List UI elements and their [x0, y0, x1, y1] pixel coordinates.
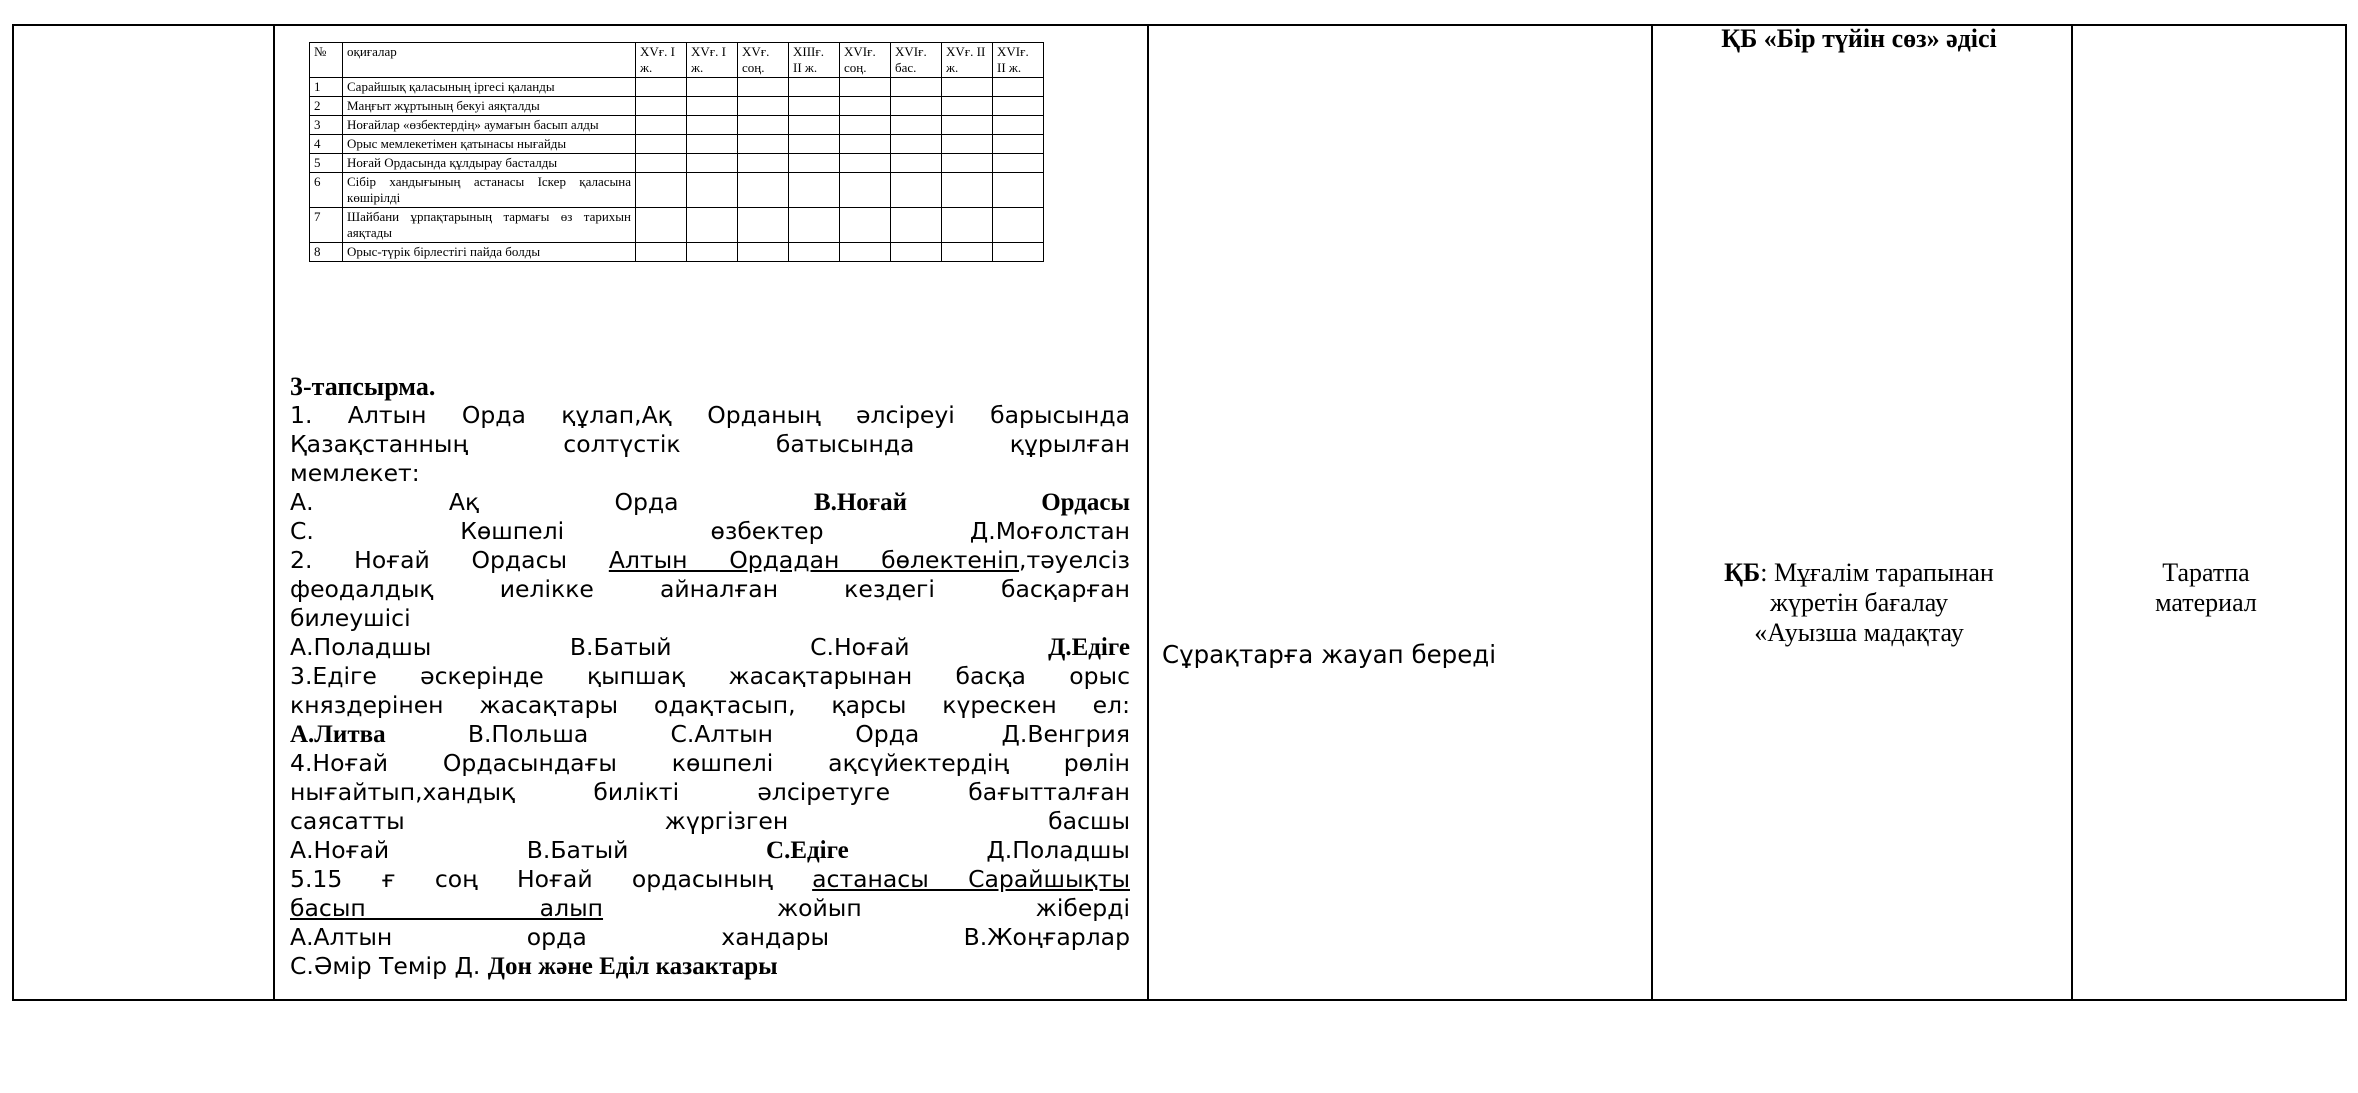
question-2-line	[290, 546, 1130, 575]
table-row	[310, 97, 1044, 116]
question-2-text: ,тәуелсіз	[1019, 546, 1130, 574]
answer-cell	[993, 97, 1044, 116]
answer-cell	[993, 243, 1044, 262]
option-a-correct: А.Литва	[290, 721, 386, 748]
question-1-options	[290, 517, 1130, 546]
answer-cell	[789, 154, 840, 173]
question-4-options	[290, 836, 1130, 865]
answer-cell	[738, 97, 789, 116]
header-period: XVғ. соң.	[738, 43, 789, 78]
option-b: В.Батый	[526, 836, 629, 864]
task-heading: 3-тапсырма.	[290, 372, 436, 401]
table-row	[310, 243, 1044, 262]
header-period: XVғ. I ж.	[636, 43, 687, 78]
answer-cell	[993, 135, 1044, 154]
assessment-line	[1650, 558, 2068, 588]
row-event: Сарайшық қаласының іргесі қаланды	[343, 78, 636, 97]
events-table-header	[310, 43, 1044, 78]
assessment-description	[1650, 558, 2068, 648]
answer-cell	[942, 116, 993, 135]
table-row	[310, 208, 1044, 243]
question-5-underlined: астанасы Сарайшықты	[812, 865, 1130, 893]
row-number: 4	[310, 135, 343, 154]
resource-text	[2070, 558, 2342, 618]
answer-cell	[687, 97, 738, 116]
answer-cell	[891, 173, 942, 208]
answer-cell	[738, 116, 789, 135]
table-row	[310, 173, 1044, 208]
resource-line: материал	[2155, 588, 2257, 617]
answer-cell	[891, 116, 942, 135]
option-d: Д.Моғолстан	[969, 517, 1130, 545]
row-event: Орыс мемлекетімен қатынасы нығайды	[343, 135, 636, 154]
row-event: Ноғайлар «өзбектердің» аумағын басып алды	[343, 116, 636, 135]
student-action-cell	[1148, 25, 1652, 1000]
time-cell	[13, 25, 274, 1000]
row-number: 2	[310, 97, 343, 116]
answer-cell	[891, 135, 942, 154]
question-2-line: билеушісі	[290, 604, 411, 632]
question-4-line: саясатты жүргізген басшы	[290, 807, 1130, 835]
answer-cell	[840, 208, 891, 243]
answer-cell	[789, 208, 840, 243]
question-5-underlined: басып алып	[290, 894, 604, 922]
row-number: 3	[310, 116, 343, 135]
answer-cell	[942, 243, 993, 262]
header-number: №	[310, 43, 343, 78]
question-2-text: 2. Ноғай Ордасы	[290, 546, 609, 574]
table-row	[310, 116, 1044, 135]
question-5-text: 5.15 ғ соң Ноғай ордасының	[290, 865, 813, 893]
question-2-options	[290, 633, 1130, 662]
answer-cell	[738, 208, 789, 243]
question-2-underlined: Алтын Ордадан бөлектеніп	[608, 546, 1020, 574]
answer-cell	[738, 78, 789, 97]
row-event: Шайбани ұрпақтарының тармағы өз тарихын аяқтады	[343, 208, 636, 243]
question-3-options	[290, 720, 1130, 749]
option-b: В.Жоңғарлар	[963, 923, 1130, 951]
table-row	[310, 78, 1044, 97]
resource-cell	[2072, 25, 2346, 1000]
row-event: Ноғай Ордасында құлдырау басталды	[343, 154, 636, 173]
assessment-line: «Ауызша мадақтау	[1754, 618, 1964, 647]
option-d: Д.Венгрия	[1001, 720, 1130, 748]
question-5-text: жойып жіберді	[603, 894, 1131, 922]
row-number: 6	[310, 173, 343, 208]
answer-cell	[738, 173, 789, 208]
question-3-line: княздерінен жасақтары одақтасып, қарсы күрескен ел:	[290, 691, 1130, 719]
answer-cell	[891, 208, 942, 243]
answer-cell	[789, 173, 840, 208]
answer-cell	[789, 116, 840, 135]
answer-cell	[993, 154, 1044, 173]
option-d-correct: Дон және Еділ казактары	[487, 953, 778, 980]
question-5-line	[290, 865, 1130, 894]
answer-cell	[687, 116, 738, 135]
question-4-line: нығайтып,хандық билікті әлсіретуге бағытталған	[290, 778, 1130, 806]
answer-cell	[840, 78, 891, 97]
student-action-text: Сұрақтарға жауап береді	[1162, 640, 1497, 669]
option-d-correct: Д.Едіге	[1048, 634, 1130, 661]
question-5-line	[290, 894, 1130, 923]
answer-cell	[687, 243, 738, 262]
answer-cell	[738, 154, 789, 173]
answer-cell	[840, 173, 891, 208]
header-period: XVIғ. II ж.	[993, 43, 1044, 78]
answer-cell	[636, 97, 687, 116]
answer-cell	[942, 97, 993, 116]
answer-cell	[636, 154, 687, 173]
answer-cell	[636, 116, 687, 135]
header-period: XIIIғ. II ж.	[789, 43, 840, 78]
option-d: Д.Поладшы	[986, 836, 1130, 864]
option-c: С.Ноғай	[810, 633, 910, 661]
answer-cell	[789, 78, 840, 97]
option-a: А.Алтын орда хандары	[290, 923, 830, 951]
row-event: Маңғыт жұртының бекуі аяқталды	[343, 97, 636, 116]
answer-cell	[891, 78, 942, 97]
answer-cell	[789, 243, 840, 262]
answer-cell	[840, 243, 891, 262]
task-block	[290, 372, 1130, 981]
answer-cell	[993, 116, 1044, 135]
answer-cell	[636, 78, 687, 97]
row-number: 7	[310, 208, 343, 243]
option-c: С.Әмір Темір Д.	[290, 952, 488, 980]
question-2-line: феодалдық иелікке айналған кездегі басқарған	[290, 575, 1130, 603]
option-c: С.Алтын Орда	[670, 720, 920, 748]
answer-cell	[942, 135, 993, 154]
assessment-method-title: ҚБ «Бір түйін сөз» әдісі	[1721, 24, 1997, 53]
question-1-line: мемлекет:	[290, 459, 420, 487]
row-number: 5	[310, 154, 343, 173]
table-row	[310, 135, 1044, 154]
option-b: В.Польша	[467, 720, 589, 748]
answer-cell	[891, 243, 942, 262]
answer-cell	[840, 135, 891, 154]
row-number: 1	[310, 78, 343, 97]
header-period: XVIғ. бас.	[891, 43, 942, 78]
answer-cell	[687, 78, 738, 97]
answer-cell	[738, 135, 789, 154]
assessment-label: ҚБ	[1724, 558, 1761, 587]
option-a: А. Ақ Орда	[290, 488, 679, 516]
assessment-text: : Мұғалім тарапынан	[1760, 558, 1994, 587]
question-1-line: Қазақстанның солтүстік батысында құрылған	[290, 430, 1130, 458]
row-number: 8	[310, 243, 343, 262]
answer-cell	[993, 173, 1044, 208]
question-5-options	[290, 923, 1130, 952]
answer-cell	[891, 154, 942, 173]
question-1-options	[290, 488, 1130, 517]
header-period: XVғ. I ж.	[687, 43, 738, 78]
answer-cell	[942, 208, 993, 243]
question-1-line: 1. Алтын Орда құлап,Ақ Орданың әлсіреуі барысында	[290, 401, 1130, 429]
option-a: А.Ноғай	[290, 836, 390, 864]
resource-line: Таратпа	[2162, 558, 2250, 587]
question-5-options	[290, 952, 1130, 981]
header-period: XVғ. II ж.	[942, 43, 993, 78]
assessment-cell	[1652, 25, 2072, 1000]
answer-cell	[636, 243, 687, 262]
answer-cell	[789, 97, 840, 116]
answer-cell	[687, 208, 738, 243]
answer-cell	[891, 97, 942, 116]
option-c: С. Көшпелі өзбектер	[290, 517, 824, 545]
option-b: В.Батый	[569, 633, 672, 661]
answer-cell	[687, 135, 738, 154]
answer-cell	[993, 78, 1044, 97]
answer-cell	[687, 173, 738, 208]
question-4-line: 4.Ноғай Ордасындағы көшпелі ақсүйектердің рөлін	[290, 749, 1130, 777]
answer-cell	[942, 154, 993, 173]
option-a: А.Поладшы	[290, 633, 432, 661]
option-c-correct: С.Едіге	[766, 837, 849, 864]
header-period: XVIғ. соң.	[840, 43, 891, 78]
answer-cell	[636, 208, 687, 243]
assessment-line: жүретін бағалау	[1770, 588, 1948, 617]
answer-cell	[636, 173, 687, 208]
answer-cell	[687, 154, 738, 173]
question-3-line: 3.Едіге әскерінде қыпшақ жасақтарынан басқа орыс	[290, 662, 1130, 690]
answer-cell	[942, 173, 993, 208]
answer-cell	[993, 208, 1044, 243]
header-events: оқиғалар	[343, 43, 636, 78]
answer-cell	[636, 135, 687, 154]
answer-cell	[840, 116, 891, 135]
answer-cell	[840, 97, 891, 116]
events-table	[309, 42, 1044, 262]
row-event: Сібір хандығының астанасы Іскер қаласына көшірілді	[343, 173, 636, 208]
answer-cell	[789, 135, 840, 154]
option-b-correct: В.Ноғай Ордасы	[813, 489, 1130, 516]
answer-cell	[840, 154, 891, 173]
answer-cell	[942, 78, 993, 97]
row-event: Орыс-түрік бірлестігі пайда болды	[343, 243, 636, 262]
answer-cell	[738, 243, 789, 262]
table-row	[310, 154, 1044, 173]
